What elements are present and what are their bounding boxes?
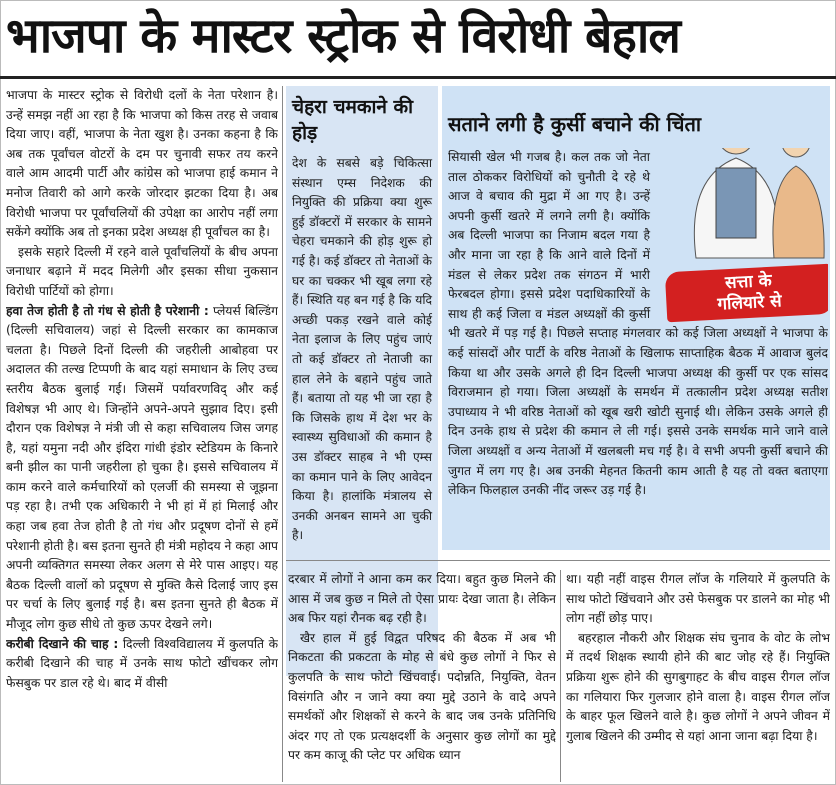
mid-para-1: दरबार में लोगों ने आना कम कर दिया। बहुत कुछ मिलने की आस में जब कुछ न मिले तो ऐसा प्रायः देखा जाता है। लेकिन अब फिर यहां रौनक बढ़ रही है। [288, 572, 556, 626]
left-para-4-text: दिल्ली विश्वविद्यालय में कुलपति के करीबी दिखाने की चाह में उनके साथ फोटो खींचकर लोग फेसबुक पर डाल रहे थे। बाद में वीसी [6, 636, 278, 690]
feature-title: सताने लगी है कुर्सी बचाने की चिंता [448, 112, 702, 136]
left-para-1 [6, 86, 278, 243]
left-para-3-text: प्लेयर्स बिल्डिंग (दिल्ली सचिवालय) जहां से दिल्ली सरकार का कामकाज चलता है। पिछले दिनों दिल्ली की जहरीली आबोहवा पर अदालत की तल्ख टिप्पणी के बाद यहां समाधान के लिए उच्च स्तरीय बैठक बुलाई गई। जिसमें पर्यावरणविद् और कई विशेषज्ञ भी आए थे। जिन्होंने अपने-अपने सुझाव दिए। इसी दौरान एक विशेषज्ञ ने मंत्री जी से कहा सचिवालय जिस जगह है, यहां यमुना नदी और इंदिरा गांधी इंडोर स्टेडियम के किनारे बनी झील का पानी जहरीला हो चुका है। इससे सचिवालय में काम करने वाले कर्मचारियों को एलर्जी की समस्या से जूझना पड़ रहा है। तभी एक अधिकारी ने भी हां में हां मिलाई और कहा जब हवा तेज होती है तो गंध और प्रदूषण दोनों से हमें परेशानी होती है। बस इतना सुनते ही मंत्री महोदय ने कहा आप अपनी व्यक्तिगत समस्या लेकर अलग से मेरे पास आइए। यह बैठक दिल्ली वालों को प्रदूषण से मुक्ति कैसे दिलाई जाए इस पर चर्चा के लिए बुलाई गई है। बस इतना सुनते ही बैठक में मौजूद लोग कुछ सीधे तो कुछ ऊपर देखने लगे। [6, 303, 278, 632]
column-divider-2 [560, 570, 561, 782]
left-para-2-text: इसके सहारे दिल्ली में रहने वाले पूर्वांचलियों के बीच अपना जनाधार बढ़ाने में मदद मिलेगी और इसका सीधा नुकसान विरोधी पार्टियों को होगा। [6, 244, 278, 298]
feature-box [442, 86, 830, 550]
left-para-2 [6, 243, 278, 302]
left-para-1-text: भाजपा के मास्टर स्ट्रोक से विरोधी दलों के नेता परेशान है। उन्हें समझ नहीं आ रहा है कि भाजपा को किस तरह से जवाब दिया जाए। वहीं, भाजपा के नेता खुश है। उनका कहना है कि अब तक पूर्वांचल वोटरों के दम पर चुनावी सफर तय करने वाले आम आदमी पार्टी और कांग्रेस को भाजपा हाई कमान ने मनोज तिवारी को आगे करके जोरदार झटका दिया है। अब विरोधी भाजपा पर पूर्वांचलियों की उपेक्षा का आरोप नहीं लगा सकेंगे क्योंकि अब तो इनका प्रदेश अध्यक्ष ही पूर्वांचल का है। [6, 88, 278, 240]
cartoon-illustration [656, 148, 828, 318]
badge-line-2: गलियारे से [716, 291, 783, 315]
right-para-2: बहरहाल नौकरी और शिक्षक संघ चुनाव के वोट के लोभ में तदर्थ शिक्षक स्थायी होने की बाट जोह रहे हैं। नियुक्ति प्रक्रिया शुरू होने की सुगबुगाहट के बीच वाइस रीगल लॉज का गलियारा फिर गुलजार होने वाला है। वाइस रीगल लॉज के बाहर फूल खिलने वाले है। कुछ लोगों ने अपने जीवन में गुलाब खिलने की उम्मीद से यहां आना जाना बढ़ा दिया है। [566, 630, 830, 743]
left-para-3 [6, 302, 278, 635]
subhead-karibi: करीबी दिखाने की चाह : [6, 636, 119, 651]
badge-line-1: सत्ता के [724, 270, 773, 294]
column-badge [665, 264, 828, 323]
sidebox-text: देश के सबसे बड़े चिकित्सा संस्थान एम्स निदेशक की नियुक्ति की प्रक्रिया क्या शुरू हुई डॉक्टरों में सरकार के सामने चेहरा चमकाने की होड़ शुरू हो गई है। कई डॉक्टर तो नेताओं के घर का चक्कर भी खूब लगा रहे हैं। स्थिति यह बन गई है कि यदि अच्छी पकड़ रखने वाले कोई नेता इलाज के लिए पहुंच जाएं तो कई डॉक्टर तो नेताजी का हाल लेने के बहाने पहुंच जाते हैं। बताया तो यह भी जा रहा है कि जिसके हाथ में देश भर के स्वास्थ्य सुविधाओं की कमान है उस डॉक्टर साहब ने भी एम्स का कमान पाने के लिए आवेदन किया है। हालांकि मंत्रालय से उनकी अनबन सामने आ चुकी है। [292, 156, 432, 543]
sidebox-title: चेहरा चमकाने की होड़ [292, 96, 414, 144]
column-divider [282, 86, 283, 782]
feature-text: सियासी खेल भी गजब है। कल तक जो नेता ताल ठोककर विरोधियों को चुनौती दे रहे थे आज वे बचाव की मुद्रा में आ गए है। उन्हें अपनी कुर्सी खतरे में लगने लगी है। क्योंकि अब दिल्ली भाजपा का निजाम बदल गया है और माना जा रहा है कि आने वाले दिनों में मंडल से लेकर प्रदेश तक संगठन में भारी फेरबदल होगा। इससे प्रदेश पदाधिकारियों के साथ ही कई जिला व मंडल अध्यक्षों की कुर्सी भी खतरे में पड़ गई है। पिछले सप्ताह मंगलवार को कई जिला अध्यक्षों ने भाजपा के कई सांसदों और पार्टी के वरिष्ठ नेताओं के खिलाफ साप्ताहिक बैठक में आवाज बुलंद किया था और उसके अगले ही दिन दिल्ली भाजपा अध्यक्ष की कुर्सी पर एक सांसद विराजमान हो गया। जिला अध्यक्षों के समर्थन में तत्कालीन प्रदेश अध्यक्ष सतीश उपाध्याय ने भी वरिष्ठ नेताओं को खूब खरी खोटी सुनाई थी। लेकिन उसके अगले ही दिन उनके हाथ से प्रदेश की कमान ले ली गई। इससे उनके समर्थक माने जाने वाले जिला अध्यक्षों व अन्य नेताओं में खलबली मच गई है। वे सभी अपनी कुर्सी बचाने की जुगत में लग गए है। अब उनकी मेहनत कितनी काम आती है यह तो वक्त बताएगा लेकिन फिलहाल उनकी नींद जरूर उड़ गई है। [448, 150, 828, 498]
mid-para-2: खैर हाल में हुई विद्वत परिषद की बैठक में अब भी निकटता की प्रकटता के मोह से बंधे कुछ लोगों ने फिर से कुलपति के साथ फोटो खिंचवाई। पदोन्नति, नियुक्ति, वेतन विसंगति और न जाने क्या क्या मुद्दे उठाने के वादे अपने समर्थकों और शिक्षकों से करने के बाद जब उनके प्रतिनिधि अंदर गए तो एक प्रत्यक्षदर्शी के अनुसार कुछ लोगों का मुद्दे पर कम काजू की प्लेट पर अधिक ध्यान [288, 630, 556, 763]
left-para-4 [6, 635, 278, 694]
headline-rule [0, 76, 836, 79]
subhead-hawa: हवा तेज होती है तो गंध से होती है परेशानी : [6, 303, 209, 318]
feature-body [448, 148, 828, 544]
left-column [6, 86, 278, 782]
section-divider [286, 560, 830, 561]
politician-cartoon-icon [656, 148, 828, 268]
right-para-1: था। यही नहीं वाइस रीगल लॉज के गलियारे में कुलपति के साथ फोटो खिंचवाने और उसे फेसबुक पर डालने का मोह भी लोग नहीं छोड़ पाए। [566, 572, 830, 626]
middle-column [288, 570, 556, 782]
right-column [566, 570, 830, 782]
page-headline: भाजपा के मास्टर स्ट्रोक से विरोधी बेहाल [6, 8, 680, 64]
